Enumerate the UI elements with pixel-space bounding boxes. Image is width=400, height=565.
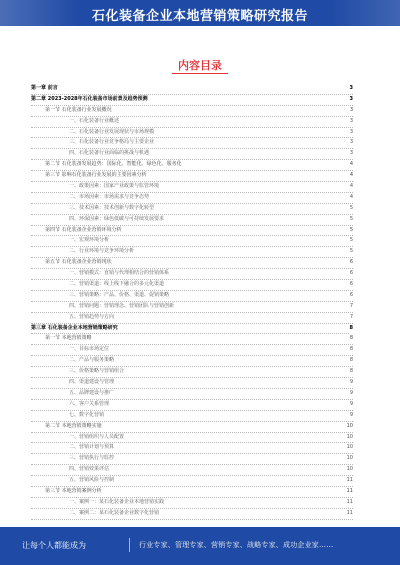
toc-entry[interactable] bbox=[31, 226, 353, 237]
toc-entry[interactable] bbox=[31, 454, 353, 465]
toc-entry[interactable] bbox=[31, 476, 353, 487]
toc-entry-title: 七、数字化营销 bbox=[69, 411, 105, 418]
toc-entry-title: 四、营销效果评估 bbox=[69, 466, 110, 473]
toc-entry-title: 三、石化装备行业竞争格局与主要企业 bbox=[69, 139, 155, 146]
toc-entry[interactable] bbox=[31, 498, 353, 509]
toc-entry[interactable] bbox=[31, 345, 353, 356]
footer-slogan-left: 让每个人都能成为 bbox=[22, 541, 86, 550]
toc-entry-page: 3 bbox=[349, 149, 353, 159]
toc-entry-page: 10 bbox=[346, 454, 353, 464]
toc-entry-title: 四、渠道建设与管理 bbox=[69, 379, 115, 386]
toc-entry-title: 二、产品与服务策略 bbox=[69, 357, 115, 364]
toc-entry[interactable] bbox=[31, 334, 353, 345]
toc-heading: 内容目录 bbox=[178, 59, 222, 72]
toc-entry-page: 8 bbox=[349, 324, 353, 334]
toc-entry-title: 一、宏观环境分析 bbox=[69, 237, 110, 244]
toc-entry-title: 五、营销趋势与方向 bbox=[69, 313, 115, 320]
toc-entry-page: 5 bbox=[349, 236, 353, 246]
toc-entry[interactable] bbox=[31, 411, 353, 422]
toc-entry-title: 第三节 本地营销案例分析 bbox=[45, 487, 102, 494]
toc-entry-title: 四、环保因素：绿色低碳与可持续发展要求 bbox=[69, 215, 165, 222]
toc-entry-title: 五、品牌建设与推广 bbox=[69, 389, 115, 396]
toc-entry[interactable] bbox=[31, 465, 353, 476]
toc-entry-title: 第一章 前言 bbox=[31, 85, 58, 91]
toc-entry-page: 11 bbox=[346, 476, 353, 486]
toc-entry-page: 8 bbox=[349, 345, 353, 355]
toc-entry-title: 一、营销组织与人员配置 bbox=[69, 433, 125, 440]
toc-entry[interactable] bbox=[31, 378, 353, 389]
toc-entry-title: 第四节 石化装备企业营销环境分析 bbox=[45, 226, 122, 233]
toc-entry[interactable] bbox=[31, 149, 353, 160]
toc-entry-title: 二、案例二：某石化装备企业数字化营销 bbox=[69, 509, 160, 516]
toc-entry[interactable] bbox=[31, 95, 353, 106]
toc-entry-title: 一、营销模式：直销与代理相结合的营销体系 bbox=[69, 270, 170, 277]
toc-entry-title: 二、行业环境与竞争环境分析 bbox=[69, 248, 135, 255]
toc-entry-title: 三、营销策略：产品、价格、渠道、促销策略 bbox=[69, 291, 170, 298]
toc-entry-page: 3 bbox=[349, 84, 353, 94]
toc-entry-page: 10 bbox=[346, 443, 353, 453]
toc-entry[interactable] bbox=[31, 487, 353, 498]
toc-entry-page: 3 bbox=[349, 128, 353, 138]
toc-entry-title: 第二章 2023-2028年石化装备市场前景及趋势预测 bbox=[31, 95, 148, 102]
toc-entry-page: 4 bbox=[349, 171, 353, 181]
toc-entry-title: 第一节 石化装备行业发展概况 bbox=[45, 106, 112, 113]
toc-entry[interactable] bbox=[31, 193, 353, 204]
toc-entry-page: 5 bbox=[349, 226, 353, 236]
toc-entry[interactable] bbox=[31, 291, 353, 302]
toc-entry-title: 二、营销计划与预算 bbox=[69, 444, 115, 451]
toc-entry[interactable] bbox=[31, 367, 353, 378]
toc-entry[interactable] bbox=[31, 160, 353, 171]
toc-entry-title: 二、市场因素：市场需求与竞争态势 bbox=[69, 193, 150, 200]
toc-entry[interactable] bbox=[31, 171, 353, 182]
toc-entry-page: 8 bbox=[349, 356, 353, 366]
toc-entry[interactable] bbox=[31, 389, 353, 400]
toc-entry-title: 第二节 本地营销策略实施 bbox=[45, 422, 102, 429]
toc-entry[interactable] bbox=[31, 324, 353, 335]
toc-entry[interactable] bbox=[31, 433, 353, 444]
toc-entry-page: 4 bbox=[349, 160, 353, 170]
toc-entry[interactable] bbox=[31, 138, 353, 149]
toc-entry-page: 10 bbox=[346, 433, 353, 443]
toc-entry[interactable] bbox=[31, 215, 353, 226]
toc-entry-page: 9 bbox=[349, 400, 353, 410]
toc-entry[interactable] bbox=[31, 443, 353, 454]
toc-entry-title: 四、石化装备行业面临的挑战与机遇 bbox=[69, 150, 150, 157]
toc-entry-page: 5 bbox=[349, 215, 353, 225]
toc-entry-title: 一、案例一：某石化装备企业本地营销实践 bbox=[69, 498, 165, 505]
footer-slogan-right: 行业专家、管理专家、营销专家、战略专家、成功企业家…… bbox=[139, 541, 334, 549]
toc-entry-title: 一、目标市场定位 bbox=[69, 346, 110, 353]
toc-entry-title: 第三章 石化装备企业本地营销策略研究 bbox=[31, 324, 118, 331]
toc-entry-page: 6 bbox=[349, 269, 353, 279]
toc-entry-page: 7 bbox=[349, 302, 353, 312]
toc-heading-underline bbox=[172, 73, 228, 74]
toc-entry[interactable] bbox=[31, 128, 353, 139]
toc-entry[interactable] bbox=[31, 302, 353, 313]
toc-entry-page: 3 bbox=[349, 95, 353, 105]
toc-entry-title: 五、营销风险与控制 bbox=[69, 477, 115, 484]
toc-entry-page: 6 bbox=[349, 258, 353, 268]
toc-entry[interactable] bbox=[31, 204, 353, 215]
toc-entry-title: 四、营销问题：营销理念、营销团队与营销创新 bbox=[69, 302, 175, 309]
toc-entry-page: 3 bbox=[349, 117, 353, 127]
toc-entry-title: 第五节 石化装备企业营销现状 bbox=[45, 259, 112, 266]
toc-entry-page: 5 bbox=[349, 247, 353, 257]
toc-entry-page: 10 bbox=[346, 422, 353, 432]
toc-entry-page: 4 bbox=[349, 182, 353, 192]
toc-entry-title: 第三节 影响石化装备行业发展的主要因素分析 bbox=[45, 172, 147, 179]
toc-entry-page: 8 bbox=[349, 367, 353, 377]
toc-entry[interactable] bbox=[31, 422, 353, 433]
toc-entry-title: 二、营销渠道：线上线下融合的多元化渠道 bbox=[69, 281, 165, 288]
toc-entry-page: 4 bbox=[349, 193, 353, 203]
toc-entry[interactable] bbox=[31, 182, 353, 193]
toc-entry-title: 三、营销执行与监控 bbox=[69, 455, 115, 462]
toc-entry[interactable] bbox=[31, 117, 353, 128]
toc-entry-title: 六、客户关系管理 bbox=[69, 400, 110, 407]
toc-entry-page: 10 bbox=[346, 465, 353, 475]
toc-entry[interactable] bbox=[31, 509, 353, 520]
toc-entry-title: 第一节 本地营销策略 bbox=[45, 335, 92, 342]
toc-entry-page: 9 bbox=[349, 389, 353, 399]
toc-entry[interactable] bbox=[31, 313, 353, 324]
toc-entry[interactable] bbox=[31, 269, 353, 280]
toc-entry-page: 11 bbox=[346, 509, 353, 519]
report-title: 石化装备企业本地营销策略研究报告 bbox=[91, 9, 308, 24]
report-header bbox=[0, 0, 400, 26]
toc-entry-page: 9 bbox=[349, 378, 353, 388]
toc-entry-page: 7 bbox=[349, 313, 353, 323]
toc-entry-page: 3 bbox=[349, 106, 353, 116]
toc-entry[interactable] bbox=[31, 247, 353, 258]
footer-separator bbox=[129, 538, 130, 552]
toc-entry-title: 一、政策因素：国家产业政策与监管环境 bbox=[69, 183, 160, 190]
toc-entry-title: 二、石化装备行业发展现状与市场规模 bbox=[69, 128, 155, 135]
toc-entry-page: 6 bbox=[349, 280, 353, 290]
toc-entry-page: 9 bbox=[349, 411, 353, 421]
toc-entry-title: 第二节 石化装备发展趋势：国际化、智能化、绿色化、服务化 bbox=[45, 161, 182, 168]
toc-entry-page: 5 bbox=[349, 204, 353, 214]
toc-entry[interactable] bbox=[31, 236, 353, 247]
toc-entry-page: 6 bbox=[349, 291, 353, 301]
table-of-contents bbox=[31, 84, 353, 520]
toc-entry-title: 三、技术因素：技术创新与数字化转型 bbox=[69, 204, 155, 211]
toc-entry-title: 三、价格策略与营销组合 bbox=[69, 368, 125, 375]
footer-band bbox=[0, 527, 400, 565]
toc-entry[interactable] bbox=[31, 280, 353, 291]
toc-entry-page: 11 bbox=[346, 498, 353, 508]
toc-entry[interactable] bbox=[31, 106, 353, 117]
toc-entry-page: 8 bbox=[349, 334, 353, 344]
toc-entry-page: 11 bbox=[346, 487, 353, 497]
toc-entry-title: 一、石化装备行业概述 bbox=[69, 117, 120, 124]
toc-entry[interactable] bbox=[31, 356, 353, 367]
toc-entry[interactable] bbox=[31, 400, 353, 411]
toc-entry[interactable] bbox=[31, 84, 353, 95]
toc-entry[interactable] bbox=[31, 258, 353, 269]
toc-entry-page: 3 bbox=[349, 138, 353, 148]
